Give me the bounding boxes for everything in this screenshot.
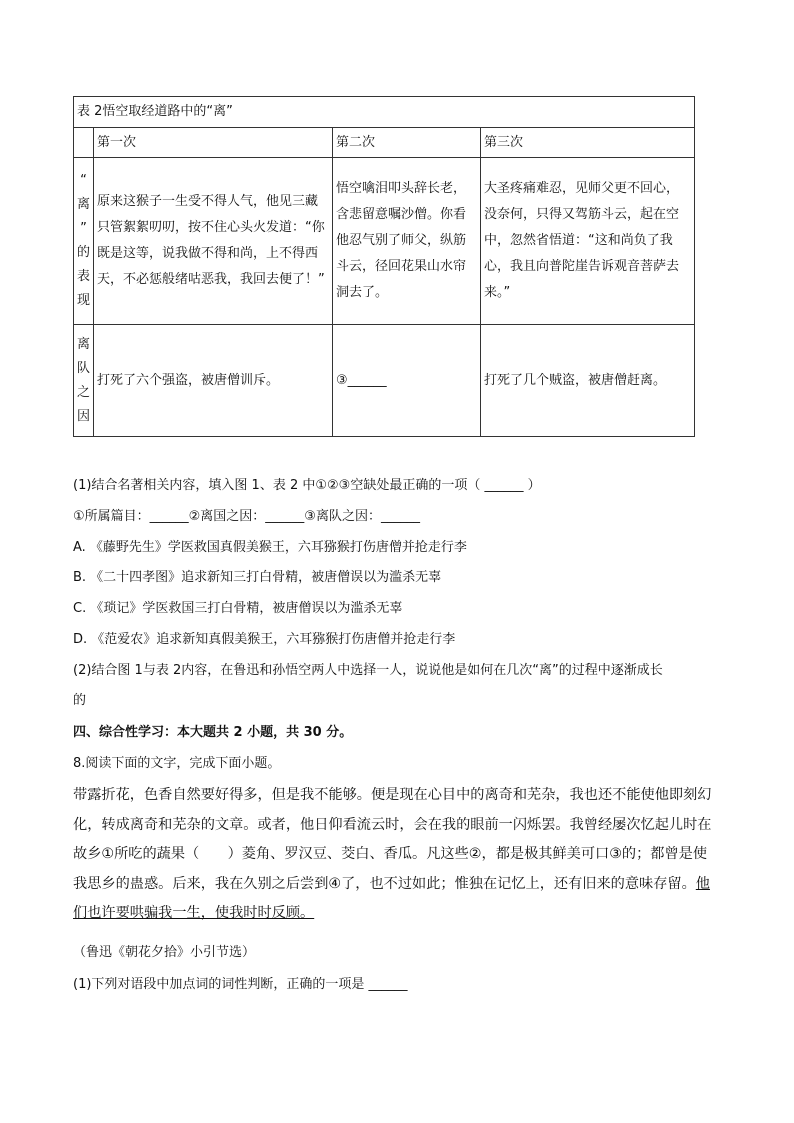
- section-four-title: 四、综合性学习：本大题共 2 小题，共 30 分。: [73, 725, 353, 740]
- reading-passage: [73, 781, 721, 929]
- table-header-first: 第一次: [94, 128, 333, 158]
- q8-intro: 8.阅读下面的文字，完成下面小题。: [73, 756, 281, 771]
- q1-blanks: ①所属篇目：______②离国之因：______③离队之因：______: [73, 509, 420, 524]
- q8-sub1: (1)下列对语段中加点词的词性判断，正确的一项是 ______: [73, 977, 408, 992]
- q2-line1: (2)结合图 1与表 2内容，在鲁迅和孙悟空两人中选择一人，说说他是如何在几次“离”的过程中逐渐成长: [73, 663, 663, 678]
- table-header-second: 第二次: [333, 128, 481, 158]
- q2-line2: 的: [73, 693, 87, 708]
- q1-stem: (1)结合名著相关内容，填入图 1、表 2 中①②③空缺处最正确的一项（ ______ ）: [73, 478, 541, 493]
- table-cell-first-reason: 打死了六个强盗，被唐僧训斥。: [94, 325, 333, 437]
- journey-table: [73, 96, 695, 437]
- option-d: D. 《范爱农》追求新知真假美猴王，六耳猕猴打伤唐僧并抢走行李: [73, 632, 456, 647]
- table-header-empty: [74, 128, 94, 158]
- option-b: B. 《二十四孝图》追求新知三打白骨精，被唐僧误以为滥杀无辜: [73, 570, 442, 585]
- passage-text: 带露折花，色香自然要好得多，但是我不能够。便是现在心目中的离奇和芜杂，我也还不能使他即刻幻化，转成离奇和芜杂的文章。或者，他日仰看流云时，会在我的眼前一闪烁罢。我曾经屡次忆起儿时在故乡①所吃的蔬果（ ）菱角、罗汉豆、茭白、香瓜。凡这些②，都是极其鲜美可口③的；都曾是使我思乡的蛊惑。后来，我在久别之后尝到④了，也不过如此；惟独在记忆上，还有旧来的意味存留。: [73, 787, 712, 892]
- table-caption: 表 2悟空取经道路中的“离”: [74, 97, 695, 128]
- table-cell-third-reason: 打死了几个贼盗，被唐僧赶离。: [481, 325, 695, 437]
- option-a: A. 《藤野先生》学医救国真假美猴王，六耳猕猴打伤唐僧并抢走行李: [73, 540, 467, 555]
- passage-source: （鲁迅《朝花夕拾》小引节选）: [73, 945, 256, 960]
- row-label-reason: 离 队 之 因: [74, 325, 94, 437]
- table-header-third: 第三次: [481, 128, 695, 158]
- table-cell-third-performance: 大圣疼痛难忍，见师父更不回心，没奈何，只得又驾筋斗云，起在空中，忽然省悟道：“这和尚负了我心，我且向普陀崖告诉观音菩萨去来。”: [481, 158, 695, 325]
- passage-underlined: 他们也许要哄骗我一生，使我时时反顾。: [73, 875, 710, 921]
- table-cell-second-reason: ③______: [333, 325, 481, 437]
- table-cell-first-performance: 原来这猴子一生受不得人气，他见三藏只管絮絮叨叨，按不住心头火发道：“你既是这等，说我做不得和尚，上不得西天，不必惩般绪咕恶我，我回去便了！”: [94, 158, 333, 325]
- table-cell-second-performance: 悟空噙泪叩头辞长老，含悲留意嘱沙僧。你看他忍气别了师父，纵筋斗云，径回花果山水帘洞去了。: [333, 158, 481, 325]
- row-label-performance: “ 离 ” 的 表 现: [74, 158, 94, 325]
- option-c: C. 《琐记》学医救国三打白骨精，被唐僧误以为滥杀无辜: [73, 601, 403, 616]
